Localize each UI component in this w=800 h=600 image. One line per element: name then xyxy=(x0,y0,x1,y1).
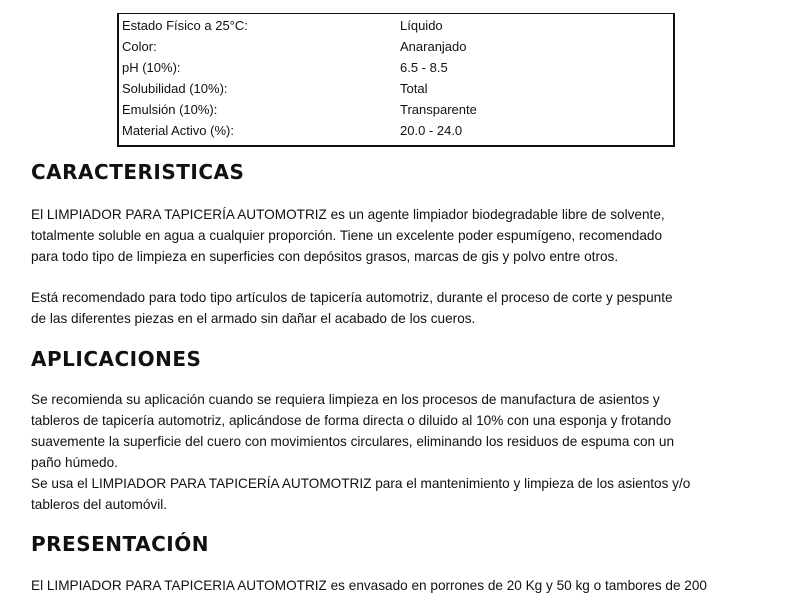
property-row xyxy=(119,16,673,36)
property-label: Estado Físico a 25°C: xyxy=(122,18,248,33)
property-row xyxy=(119,100,673,120)
property-row xyxy=(119,37,673,57)
text-line: para todo tipo de limpieza en superficies con depósitos grasos, marcas de gis y polvo entre otros. xyxy=(31,249,619,264)
property-label: Material Activo (%): xyxy=(122,123,234,138)
text-line: Está recomendado para todo tipo artículos de tapicería automotriz, durante el proceso de corte y pespunte xyxy=(31,290,673,305)
text-line: El LIMPIADOR PARA TAPICERIA AUTOMOTRIZ es envasado en porrones de 20 Kg y 50 kg o tambores de 200 xyxy=(31,578,707,593)
property-value: 6.5 - 8.5 xyxy=(400,60,448,75)
property-label: pH (10%): xyxy=(122,60,181,75)
text-line: totalmente soluble en agua a cualquier proporción. Tiene un excelente poder espumígeno, recomendado xyxy=(31,228,663,243)
text-line: suavemente la superficie del cuero con movimientos circulares, eliminando los residuos de espuma con un xyxy=(31,434,675,449)
paragraph-caracteristicas-2 xyxy=(31,287,771,329)
property-value: Transparente xyxy=(400,102,477,117)
property-value: Líquido xyxy=(400,18,443,33)
property-row xyxy=(119,79,673,99)
property-label: Color: xyxy=(122,39,157,54)
property-label: Solubilidad (10%): xyxy=(122,81,228,96)
property-value: 20.0 - 24.0 xyxy=(400,123,463,138)
text-line: Se recomienda su aplicación cuando se requiera limpieza en los procesos de manufactura de asientos y xyxy=(31,392,660,407)
text-line: tableros del automóvil. xyxy=(31,497,168,512)
properties-table xyxy=(117,13,675,147)
paragraph-aplicaciones xyxy=(31,389,771,515)
text-line: El LIMPIADOR PARA TAPICERÍA AUTOMOTRIZ es un agente limpiador biodegradable libre de solvente, xyxy=(31,207,665,222)
property-label: Emulsión (10%): xyxy=(122,102,218,117)
paragraph-presentacion xyxy=(31,575,771,596)
paragraph-caracteristicas-1 xyxy=(31,204,771,267)
text-line: Se usa el LIMPIADOR PARA TAPICERÍA AUTOMOTRIZ para el mantenimiento y limpieza de los asientos y/o xyxy=(31,476,691,491)
section-title-aplicaciones: APLICACIONES xyxy=(31,347,202,371)
property-row xyxy=(119,121,673,141)
text-line: paño húmedo. xyxy=(31,455,118,470)
property-row xyxy=(119,58,673,78)
section-title-caracteristicas: CARACTERISTICAS xyxy=(31,160,245,184)
property-value: Anaranjado xyxy=(400,39,467,54)
section-title-presentacion: PRESENTACIÓN xyxy=(31,532,209,556)
property-value: Total xyxy=(400,81,428,96)
text-line: de las diferentes piezas en el armado sin dañar el acabado de los cueros. xyxy=(31,311,476,326)
text-line: tableros de tapicería automotriz, aplicándose de forma directa o diluido al 10% con una esponja y frotando xyxy=(31,413,672,428)
